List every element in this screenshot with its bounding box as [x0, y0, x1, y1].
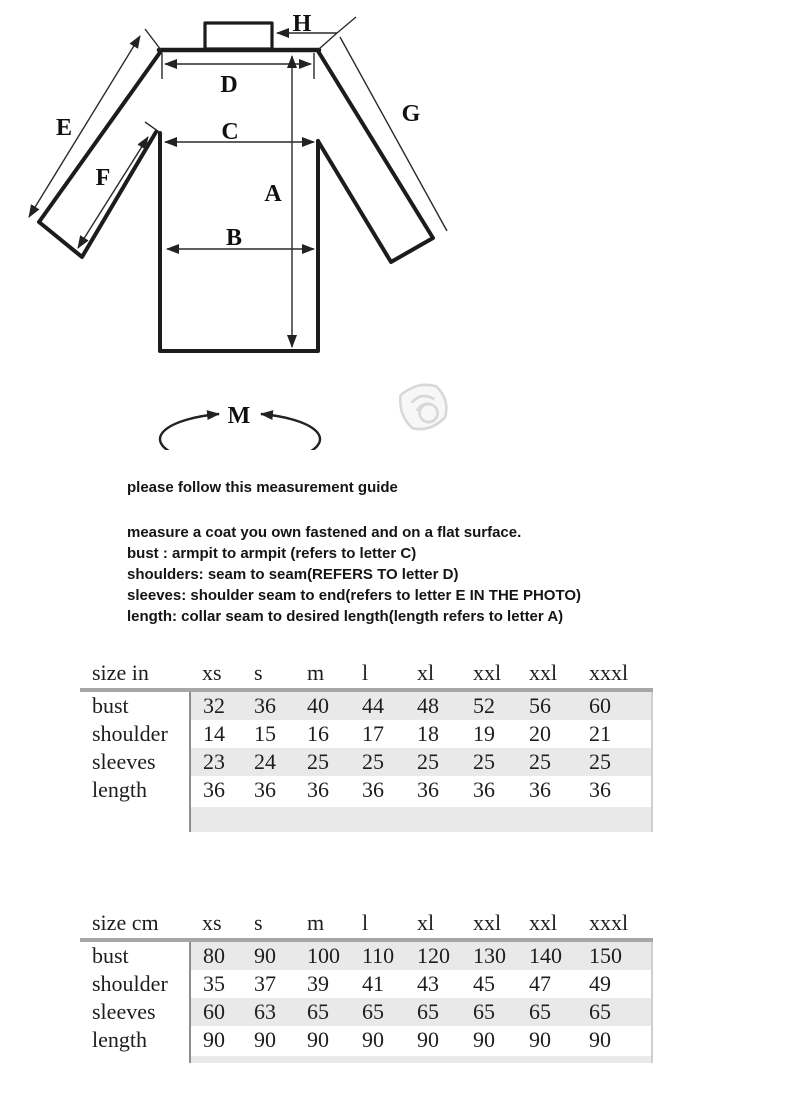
table-row [80, 970, 652, 998]
dim-label-h: H [292, 11, 312, 37]
column-header: xs [190, 656, 242, 690]
dim-label-a: A [264, 181, 282, 207]
table-cell: 90 [529, 1027, 551, 1052]
coat-measurement-diagram [0, 0, 470, 450]
table-cell: 65 [350, 998, 405, 1026]
table-cell: 120 [405, 940, 461, 970]
table-cell: 25 [405, 748, 461, 776]
column-header: xxl [461, 656, 517, 690]
table-cell: 25 [295, 748, 350, 776]
table-cell: 40 [295, 690, 350, 720]
table-row [80, 998, 652, 1026]
table-cell: 130 [461, 940, 517, 970]
table-cell: 90 [254, 1027, 276, 1052]
dim-label-d: D [220, 72, 238, 98]
table-cell: 60 [190, 998, 242, 1026]
table-cell: 56 [517, 690, 577, 720]
measure-instructions [127, 522, 581, 627]
table-cell: 41 [362, 971, 384, 996]
table-cell: 32 [190, 690, 242, 720]
table-cell: 17 [362, 721, 384, 746]
table-cell: 49 [577, 970, 652, 998]
table-cell: 25 [350, 748, 405, 776]
dim-f-tick [145, 122, 162, 134]
table-cell: 140 [517, 940, 577, 970]
table-cell: 21 [577, 720, 652, 748]
row-label: sleeves [80, 998, 190, 1026]
column-header: xxl [517, 656, 577, 690]
table-row [80, 720, 652, 748]
table-cell: 90 [242, 940, 295, 970]
filler-cell [190, 1056, 652, 1063]
table-cell: 18 [417, 721, 439, 746]
dim-label-m: M [227, 403, 251, 429]
column-header: xxxl [577, 906, 652, 940]
table-row [80, 748, 652, 776]
table-cell: 16 [307, 721, 329, 746]
table-cell: 36 [473, 777, 495, 802]
dim-e-tick [145, 29, 161, 50]
dim-g-leader-stub [337, 17, 356, 33]
stamp-watermark-icon [397, 380, 451, 433]
column-header: xxl [461, 906, 517, 940]
table-cell: 45 [473, 971, 495, 996]
table-cell: 90 [190, 1026, 242, 1054]
table-cell: 14 [190, 720, 242, 748]
table-cell: 36 [362, 777, 384, 802]
row-label: bust [80, 690, 190, 720]
table-title: size in [80, 656, 190, 690]
table-cell: 25 [517, 748, 577, 776]
table-cell: 52 [461, 690, 517, 720]
instruction-line: bust : armpit to armpit (refers to letter C) [127, 545, 417, 562]
table-cell: 39 [307, 971, 329, 996]
table-cell: 24 [242, 748, 295, 776]
row-label: sleeves [80, 748, 190, 776]
table-cell: 90 [362, 1027, 384, 1052]
row-label: shoulder [80, 970, 190, 998]
table-cell: 37 [254, 971, 276, 996]
filler-cell [80, 807, 190, 832]
guide-intro-text: please follow this measurement guide [127, 479, 398, 496]
table-row [80, 1026, 652, 1054]
row-label: length [80, 1026, 190, 1054]
instruction-line: length: collar seam to desired length(length refers to letter A) [127, 608, 564, 625]
instruction-line: sleeves: shoulder seam to end(refers to letter E IN THE PHOTO) [127, 587, 582, 604]
table-cell: 36 [529, 777, 551, 802]
column-header: s [242, 906, 295, 940]
table-cell: 90 [577, 1026, 652, 1054]
table-title: size cm [80, 906, 190, 940]
table-cell: 65 [577, 998, 652, 1026]
column-header: xxxl [577, 656, 652, 690]
column-header: m [295, 656, 350, 690]
dim-h-leader [319, 33, 337, 49]
row-label: length [80, 776, 190, 804]
filler-row [80, 1056, 652, 1063]
instruction-line: shoulders: seam to seam(REFERS TO letter D) [127, 566, 459, 583]
table-cell: 44 [350, 690, 405, 720]
table-cell: 36 [307, 777, 329, 802]
table-cell: 65 [295, 998, 350, 1026]
dim-label-c: C [221, 119, 239, 145]
table-cell: 36 [577, 776, 652, 804]
table-cell: 100 [295, 940, 350, 970]
dim-label-g: G [401, 101, 421, 127]
table-cell: 150 [577, 940, 652, 970]
filler-row [80, 807, 652, 832]
dim-label-e: E [55, 115, 73, 141]
table-cell: 36 [242, 690, 295, 720]
table-cell: 25 [461, 748, 517, 776]
column-header: xl [405, 906, 461, 940]
table-cell: 63 [242, 998, 295, 1026]
filler-cell [80, 1056, 190, 1063]
table-cell: 47 [529, 971, 551, 996]
left-sleeve-outline [39, 51, 161, 257]
column-header: l [350, 656, 405, 690]
collar-outline [205, 23, 272, 49]
column-header: xxl [517, 906, 577, 940]
table-cell: 60 [577, 690, 652, 720]
table-cell: 65 [461, 998, 517, 1026]
table-cell: 19 [473, 721, 495, 746]
row-label: shoulder [80, 720, 190, 748]
table-cell: 65 [517, 998, 577, 1026]
column-header: s [242, 656, 295, 690]
table-row [80, 776, 652, 804]
table-row [80, 690, 652, 720]
table-cell: 35 [190, 970, 242, 998]
table-cell: 20 [529, 721, 551, 746]
dim-label-f: F [95, 165, 111, 191]
filler-cell [190, 807, 652, 832]
column-header: xs [190, 906, 242, 940]
table-row [80, 940, 652, 970]
table-cell: 36 [417, 777, 439, 802]
size-table-inches [80, 656, 653, 832]
table-cell: 90 [307, 1027, 329, 1052]
column-header: xl [405, 656, 461, 690]
table-cell: 23 [190, 748, 242, 776]
table-cell: 48 [405, 690, 461, 720]
table-cell: 36 [254, 777, 276, 802]
table-cell: 43 [417, 971, 439, 996]
table-cell: 90 [473, 1027, 495, 1052]
instruction-line: measure a coat you own fastened and on a flat surface. [127, 524, 522, 541]
column-header: l [350, 906, 405, 940]
table-cell: 80 [190, 940, 242, 970]
table-cell: 90 [417, 1027, 439, 1052]
right-sleeve-outline [318, 51, 433, 262]
table-cell: 36 [190, 776, 242, 804]
column-header: m [295, 906, 350, 940]
table-cell: 65 [405, 998, 461, 1026]
table-cell: 110 [350, 940, 405, 970]
size-table-cm [80, 906, 653, 1063]
table-cell: 15 [254, 721, 276, 746]
dim-label-b: B [225, 225, 243, 251]
table-cell: 25 [577, 748, 652, 776]
row-label: bust [80, 940, 190, 970]
